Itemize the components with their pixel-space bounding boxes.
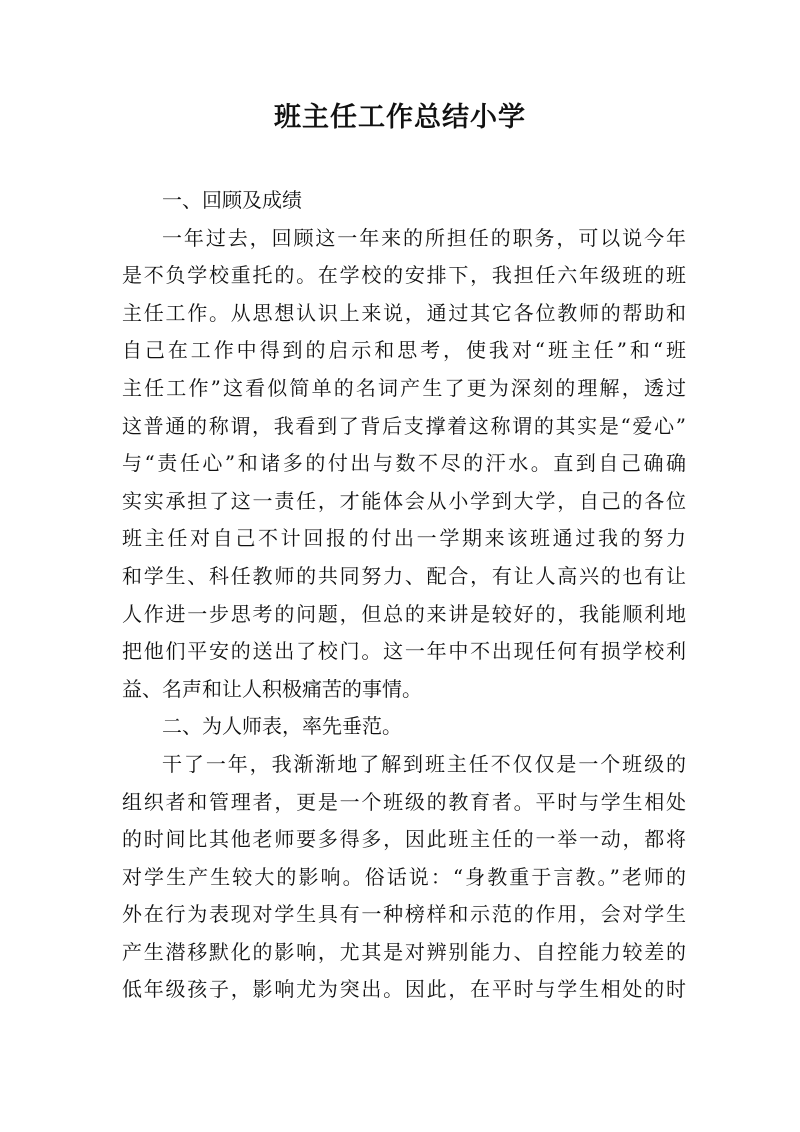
paragraph-line: 主任工作。从思想认识上来说，通过其它各位教师的帮助和 <box>122 300 686 325</box>
paragraph-line: 是不负学校重托的。在学校的安排下，我担任六年级班的班 <box>122 263 686 288</box>
paragraph-line: 组织者和管理者，更是一个班级的教育者。平时与学生相处 <box>122 789 686 814</box>
paragraph-line: 这普通的称谓，我看到了背后支撑着这称谓的其实是“爱心” <box>122 413 686 438</box>
paragraph-line: 和学生、科任教师的共同努力、配合，有让人高兴的也有让 <box>122 563 686 588</box>
paragraph-line: 把他们平安的送出了校门。这一年中不出现任何有损学校利 <box>122 639 686 664</box>
paragraph-line: 益、名声和让人积极痛苦的事情。 <box>122 676 422 701</box>
paragraph-line: 一年过去，回顾这一年来的所担任的职务，可以说今年 <box>162 225 686 250</box>
paragraph-line: 对学生产生较大的影响。俗话说：“身教重于言教。”老师的 <box>122 864 686 889</box>
paragraph-line: 产生潜移默化的影响，尤其是对辨别能力、自控能力较差的 <box>122 939 686 964</box>
document-body <box>122 182 686 1009</box>
paragraph-line: 的时间比其他老师要多得多，因此班主任的一举一动，都将 <box>122 827 686 852</box>
paragraph-line: 与“责任心”和诸多的付出与数不尽的汗水。直到自己确确 <box>122 451 686 476</box>
paragraph-line: 低年级孩子，影响尤为突出。因此，在平时与学生相处的时 <box>122 977 686 1002</box>
paragraph-line: 外在行为表现对学生具有一种榜样和示范的作用，会对学生 <box>122 902 686 927</box>
paragraph-line: 人作进一步思考的问题，但总的来讲是较好的，我能顺利地 <box>122 601 686 626</box>
document-title: 班主任工作总结小学 <box>274 102 526 133</box>
paragraph-line: 干了一年，我渐渐地了解到班主任不仅仅是一个班级的 <box>162 751 686 776</box>
section-heading-review: 一、回顾及成绩 <box>162 188 302 212</box>
paragraph-line: 班主任对自己不计回报的付出一学期来该班通过我的努力 <box>122 526 686 551</box>
paragraph-line: 自己在工作中得到的启示和思考，使我对“班主任”和“班 <box>122 338 686 363</box>
section-heading-role-model: 二、为人师表，率先垂范。 <box>162 714 402 739</box>
paragraph-line: 主任工作”这看似简单的名词产生了更为深刻的理解，透过 <box>122 375 686 400</box>
paragraph-line: 实实承担了这一责任，才能体会从小学到大学，自己的各位 <box>122 488 686 513</box>
